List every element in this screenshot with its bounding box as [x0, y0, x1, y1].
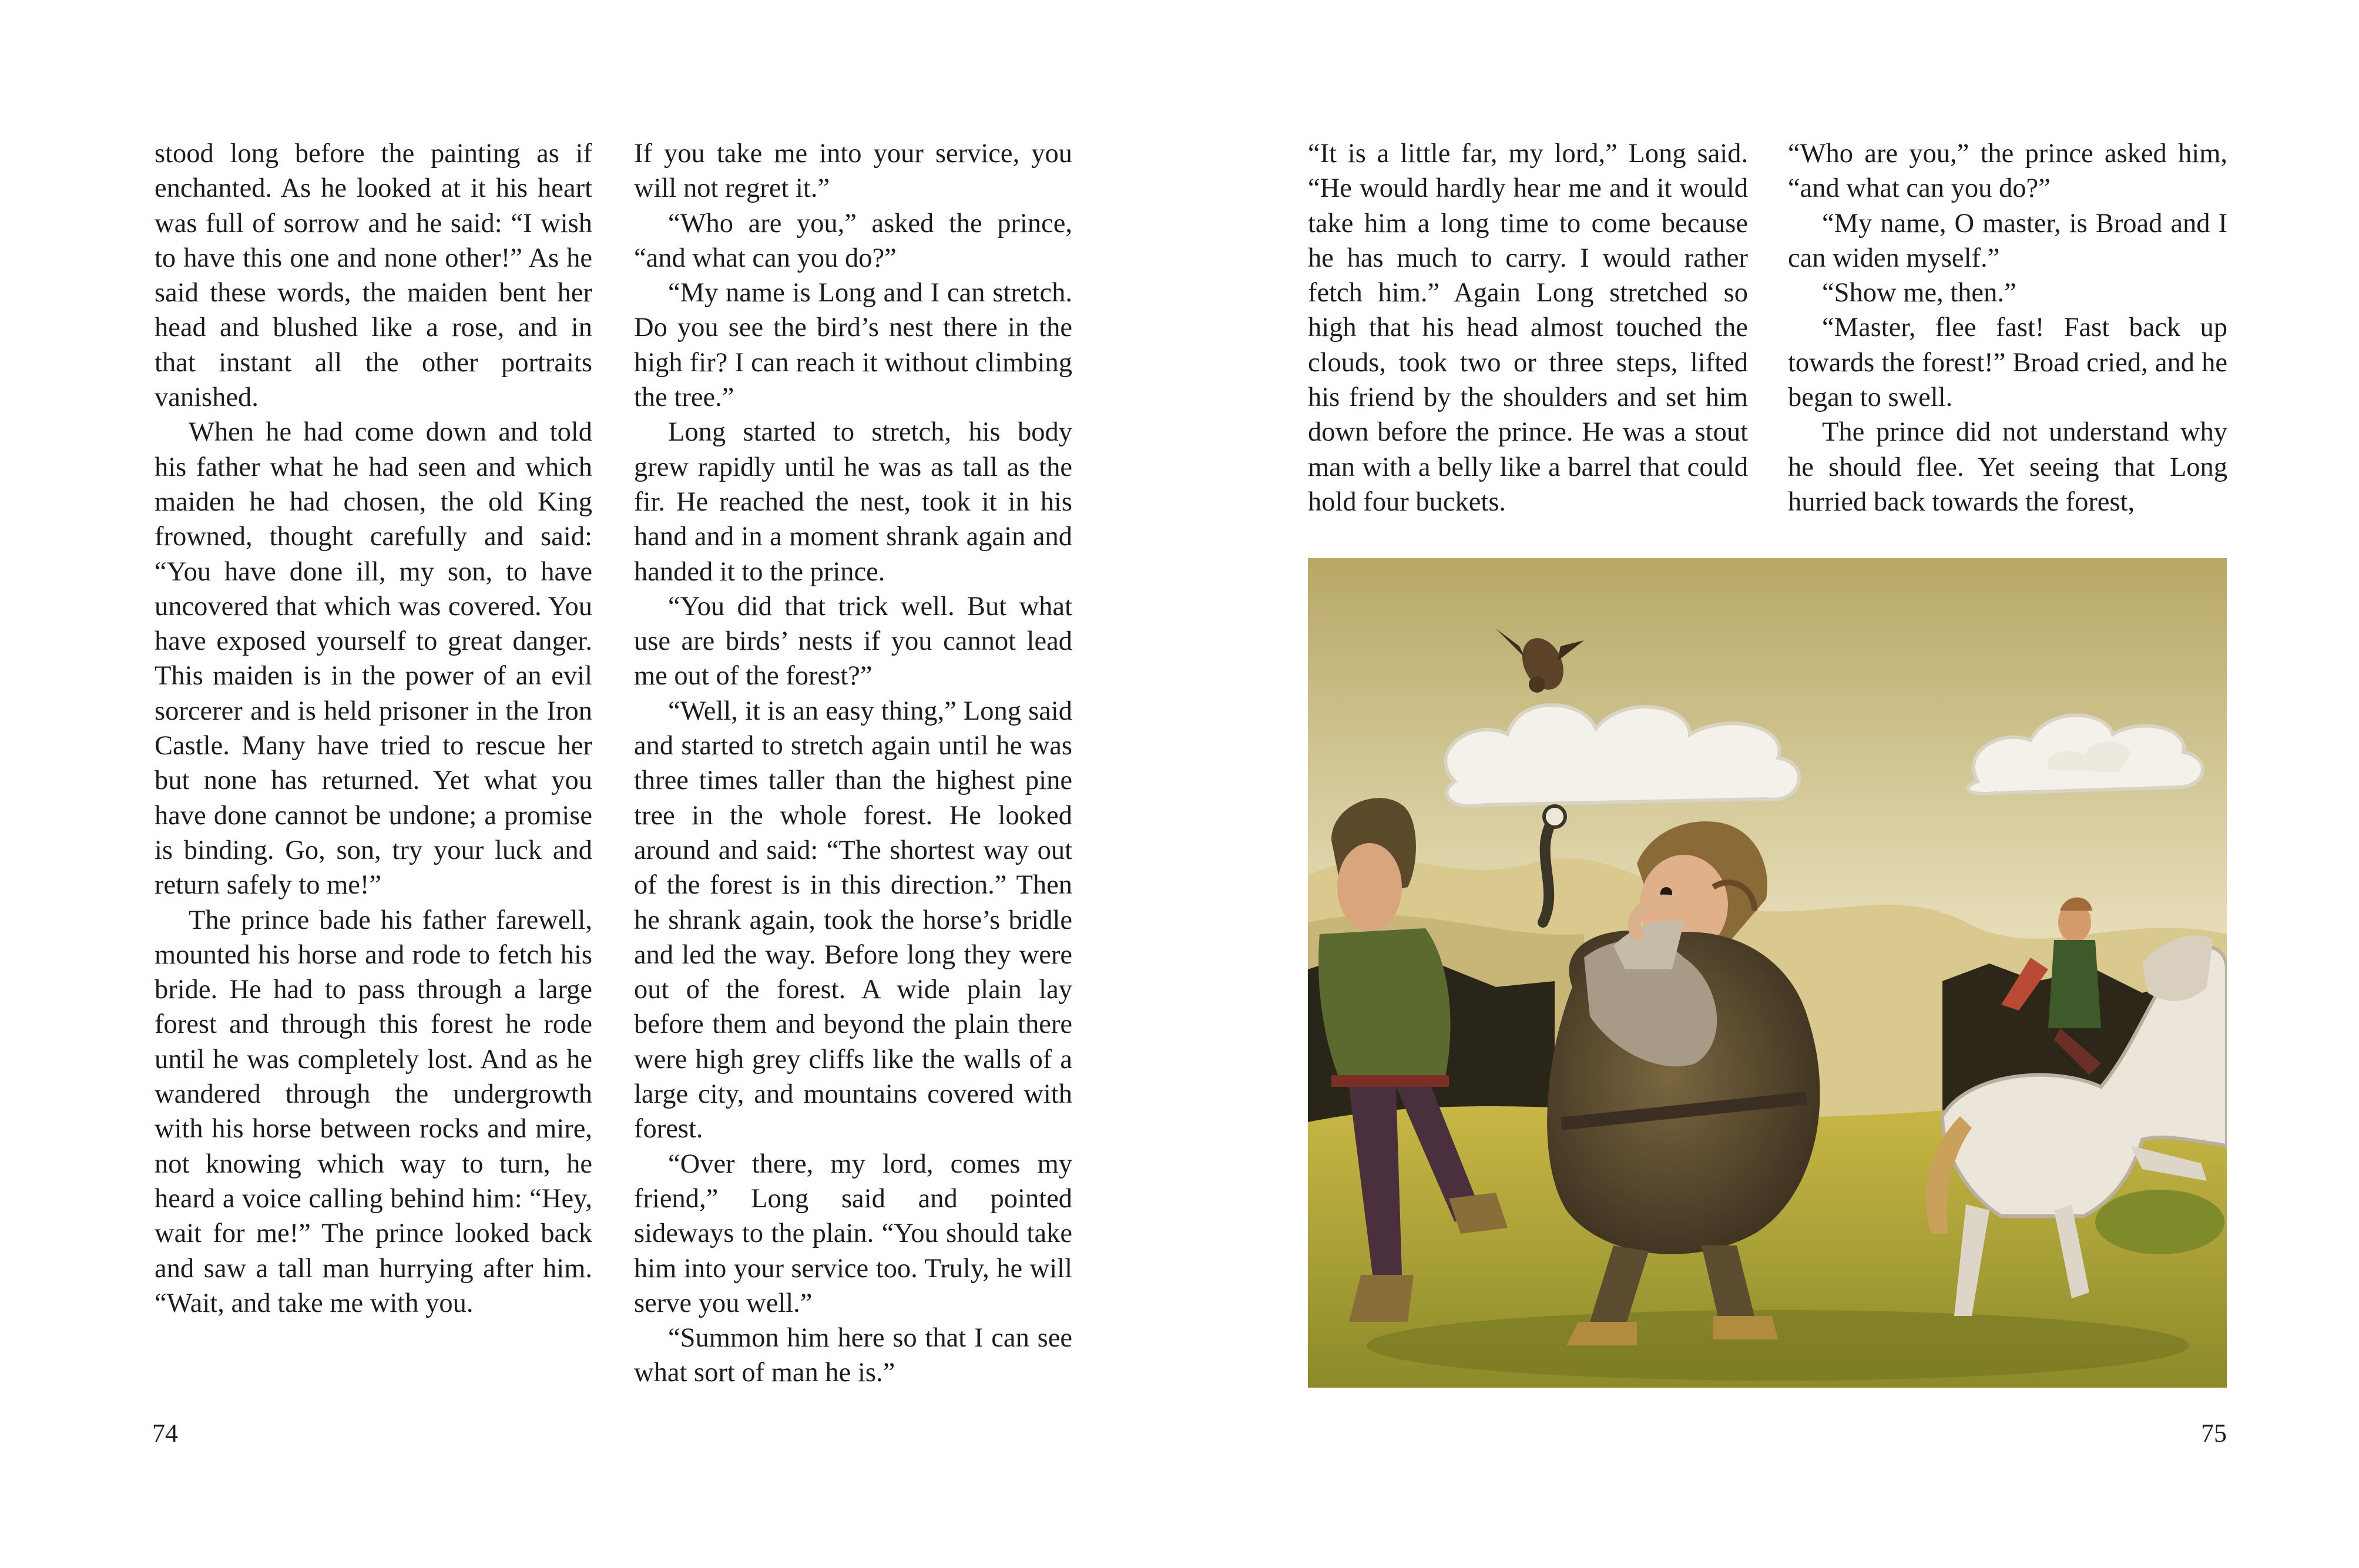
illustration-painting	[1308, 558, 2227, 1388]
page-number-left: 74	[152, 1419, 178, 1448]
story-illustration	[1308, 558, 2227, 1388]
left-page-column-2	[634, 136, 1072, 1391]
paragraph: “My name is Long and I can stretch. Do you see the bird’s nest there in the high fir? I can reach it without climbing the tree.”	[634, 278, 1072, 413]
paragraph: Long started to stretch, his body grew rapidly until he was as tall as the fir. He reached the nest, took it in his hand and in a moment shrank again and handed it to the prince.	[634, 417, 1072, 587]
paragraph: The prince did not understand why he should flee. Yet seeing that Long hurried back towards the forest,	[1788, 417, 2227, 517]
left-page	[0, 0, 1179, 1568]
paragraph: “You did that trick well. But what use are birds’ nests if you cannot lead me out of the forest?”	[634, 591, 1072, 691]
paragraph: “Who are you,” asked the prince, “and what can you do?”	[634, 208, 1072, 273]
paragraph: “Show me, then.”	[1822, 278, 2016, 308]
paragraph: stood long before the painting as if enchanted. As he looked at it his heart was full of sorrow and he said: “I wish to have this one and none other!” As he said these words, the maiden bent her head and blushed like a rose, and in that instant all the other portraits vanished.	[155, 139, 592, 413]
paragraph: “Over there, my lord, comes my friend,” Long said and pointed sideways to the plain. “You should take him into your service too. Truly, he will serve you well.”	[634, 1149, 1072, 1318]
paragraph: The prince bade his father farewell, mounted his horse and rode to fetch his bride. He had to pass through a large forest and through this forest he rode until he was completely lost. And as he wandered through the undergrowth with his horse between rocks and mire, not knowing which way to turn, he heard a voice calling behind him: “Hey, wait for me!” The prince looked back and saw a tall man hurrying after him. “Wait, and take me with you.	[155, 905, 592, 1318]
right-page-column-2	[1788, 136, 2227, 519]
left-page-column-1	[155, 136, 592, 1321]
paragraph: “It is a little far, my lord,” Long said. “He would hardly hear me and it would take him a long time to come because he has much to carry. I would rather fetch him.” Again Long stretched so high that his head almost touched the clouds, took two or three steps, lifted his friend by the shoulders and set him down before the prince. He was a stout man with a belly like a barrel that could hold four buckets.	[1308, 139, 1748, 517]
right-page	[1180, 0, 2359, 1568]
paragraph: When he had come down and told his father what he had seen and which maiden he had chosen, the old King frowned, thought carefully and said: “You have done ill, my son, to have uncovered that which was covered. You have exposed yourself to great danger. This maiden is in the power of an evil sorcerer and is held prisoner in the Iron Castle. Many have tried to rescue her but none has returned. Yet what you have done cannot be undone; a promise is binding. Go, son, try your luck and return safely to me!”	[155, 417, 592, 901]
right-page-column-1	[1308, 136, 1748, 519]
paragraph: “Master, flee fast! Fast back up towards the forest!” Broad cried, and he began to swell.	[1788, 313, 2227, 413]
paragraph: If you take me into your service, you will not regret it.”	[634, 139, 1072, 204]
paragraph: “My name, O master, is Broad and I can widen myself.”	[1788, 208, 2227, 273]
bush	[2095, 1190, 2224, 1254]
paragraph: “Well, it is an easy thing,” Long said and started to stretch again until he was three times taller than the highest pine tree in the whole forest. He looked around and said: “The shortest way out of the forest is in this direction.” Then he shrank again, took the horse’s bridle and led the way. Before long they were out of the forest. A wide plain lay before them and beyond the plain there were high grey cliffs like the walls of a large city, and mountains covered with forest.	[634, 696, 1072, 1144]
paragraph: “Who are you,” the prince asked him, “and what can you do?”	[1788, 139, 2227, 204]
page-number-right: 75	[2201, 1419, 2227, 1448]
paragraph: “Summon him here so that I can see what sort of man he is.”	[634, 1323, 1072, 1388]
